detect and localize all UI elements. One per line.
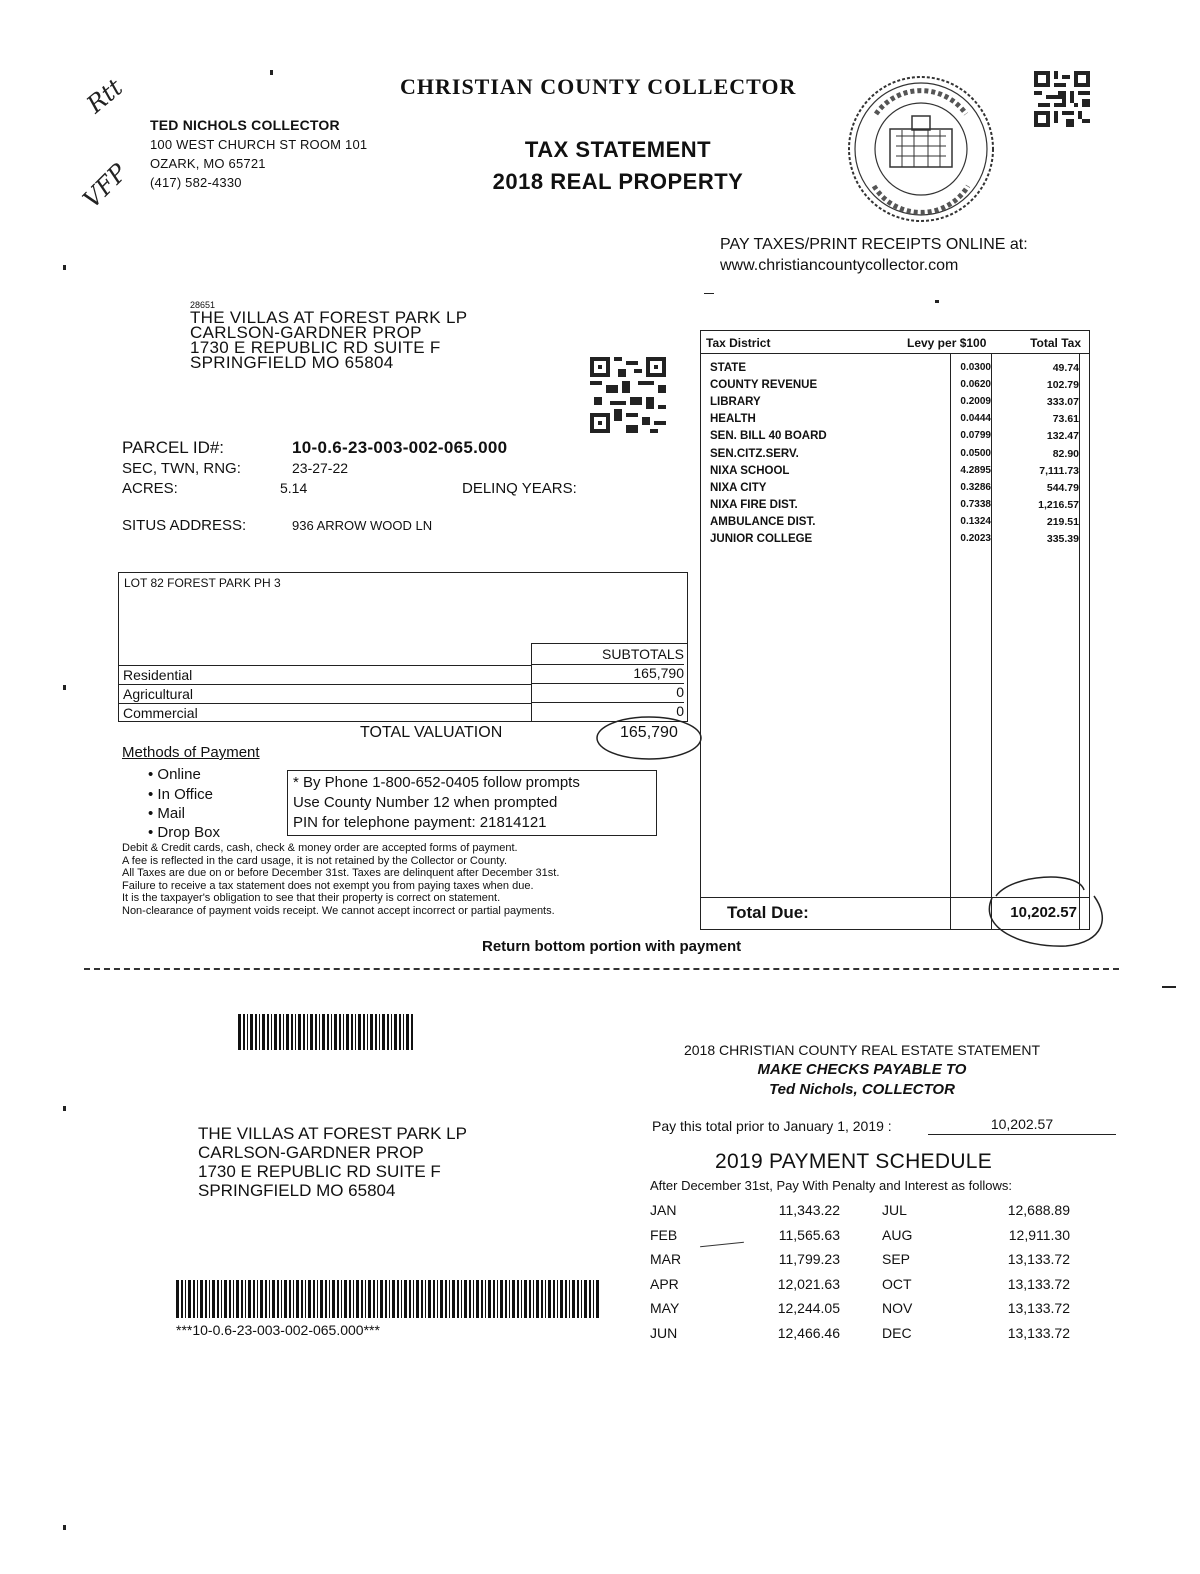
scan-speck — [63, 685, 66, 690]
collector-phone: (417) 582-4330 — [150, 175, 242, 190]
tax-district-name: LIBRARY — [710, 396, 761, 409]
county-seal-icon — [846, 74, 996, 224]
parcel-id-label: PARCEL ID#: — [122, 438, 225, 457]
tax-row — [701, 447, 1089, 464]
page-title: CHRISTIAN COUNTY COLLECTOR — [400, 74, 797, 99]
remittance-address — [198, 1124, 467, 1200]
tax-row — [701, 464, 1089, 481]
acres-label: ACRES: — [122, 480, 178, 497]
tax-district-name: NIXA SCHOOL — [710, 464, 790, 477]
fineprint-line: All Taxes are due on or before December 31st. Taxes are delinquent after December 31st. — [122, 867, 560, 880]
valuation-box — [118, 572, 688, 722]
schedule-amount: 13,133.72 — [1007, 1324, 1070, 1341]
online-payment-info — [720, 234, 1028, 276]
tax-amount: 73.61 — [1052, 413, 1079, 426]
remittance-payee-line: Ted Nichols, COLLECTOR — [769, 1081, 955, 1098]
schedule-amount: 13,133.72 — [1007, 1275, 1070, 1292]
agricultural-row — [119, 684, 531, 703]
schedule-month: NOV — [882, 1300, 913, 1316]
pin-line: PIN for telephone payment: 21814121 — [293, 814, 547, 831]
tax-levy: 0.0444 — [960, 413, 991, 425]
statement-title-line: TAX STATEMENT — [524, 137, 712, 162]
statement-subtitle: 2018 REAL PROPERTY — [492, 169, 744, 194]
tear-off-line — [84, 968, 1119, 970]
schedule-month: MAR — [650, 1251, 682, 1267]
tax-levy: 0.1324 — [960, 515, 991, 527]
tax-row — [701, 515, 1089, 532]
method-in-office: • In Office — [148, 786, 214, 803]
sec-twn-rng-label: SEC, TWN, RNG: — [122, 460, 241, 477]
handwritten-circle — [594, 712, 706, 768]
subtotals-header: SUBTOTALS — [602, 646, 684, 662]
tax-district-name: SEN.CITZ.SERV. — [710, 447, 799, 460]
county-number-line: Use County Number 12 when prompted — [293, 794, 558, 811]
schedule-amount: 11,799.23 — [778, 1251, 840, 1267]
remit-care-of: CARLSON-GARDNER PROP — [198, 1143, 424, 1162]
account-number: 28651 — [190, 300, 216, 310]
schedule-month: DEC — [882, 1324, 912, 1341]
fineprint-line: Non-clearance of payment voids receipt. We cannot accept incorrect or partial payments. — [122, 904, 555, 917]
tax-levy: 0.2023 — [960, 533, 991, 544]
owner-care-of: CARLSON-GARDNER PROP — [190, 323, 422, 342]
schedule-amount: 12,911.30 — [1008, 1226, 1070, 1243]
scan-speck — [63, 265, 66, 270]
tax-levy: 0.7338 — [960, 498, 991, 510]
barcode-parcel-text: ***10-0.6-23-003-002-065.000*** — [176, 1322, 380, 1338]
tax-district-table — [700, 330, 1090, 930]
remittance-header — [620, 1040, 1104, 1100]
tax-amount: 102.79 — [1046, 379, 1079, 392]
remittance-payable-line: MAKE CHECKS PAYABLE TO — [757, 1061, 967, 1078]
tax-row — [701, 429, 1089, 446]
barcode-icon — [176, 1280, 600, 1318]
tax-amount: 132.47 — [1046, 430, 1079, 443]
collector-address — [150, 116, 367, 192]
owner-street: 1730 E REPUBLIC RD SUITE F — [190, 338, 441, 357]
tax-amount: 7,111.73 — [1039, 464, 1079, 477]
scan-speck — [270, 70, 273, 75]
scan-speck — [63, 1525, 66, 1530]
tax-district-name: AMBULANCE DIST. — [710, 515, 816, 528]
method-online: • Online — [148, 766, 201, 783]
total-due-label: Total Due: — [727, 903, 809, 922]
situs-address-label: SITUS ADDRESS: — [122, 517, 247, 534]
schedule-month: OCT — [882, 1275, 912, 1292]
tax-levy: 4.2895 — [960, 464, 991, 476]
tax-row — [701, 378, 1089, 395]
remit-street: 1730 E REPUBLIC RD SUITE F — [198, 1162, 441, 1181]
fineprint-line: Debit & Credit cards, cash, check & money order are accepted forms of payment. — [122, 842, 518, 854]
schedule-month: SEP — [882, 1251, 911, 1267]
tax-levy: 0.2009 — [960, 396, 991, 408]
tax-row — [701, 481, 1089, 498]
payment-methods-title: Methods of Payment — [122, 744, 260, 761]
tax-amount: 219.51 — [1046, 515, 1079, 528]
remittance-statement-line: 2018 CHRISTIAN COUNTY REAL ESTATE STATEMENT — [683, 1042, 1041, 1058]
legal-description: LOT 82 FOREST PARK PH 3 — [124, 576, 281, 590]
statement-title — [488, 134, 748, 198]
handwritten-initials: Rtt — [81, 73, 128, 119]
schedule-amount: 12,466.46 — [777, 1324, 840, 1341]
method-online-label: Online — [157, 766, 201, 783]
situs-address-value: 936 ARROW WOOD LN — [292, 518, 433, 533]
tax-district-name: JUNIOR COLLEGE — [710, 533, 813, 545]
handwritten-circle — [982, 868, 1112, 954]
commercial-subtotal: 0 — [532, 702, 684, 721]
tax-levy: 0.0799 — [960, 430, 991, 442]
residential-row — [119, 665, 531, 684]
scan-speck — [63, 1106, 66, 1111]
method-mail-label: Mail — [157, 805, 185, 822]
qr-code-icon — [590, 356, 666, 434]
tax-amount: 82.90 — [1052, 447, 1079, 460]
payment-fineprint — [122, 842, 692, 918]
schedule-month: FEB — [650, 1226, 678, 1243]
phone-payment-box — [287, 770, 657, 836]
parcel-id-value: 10-0.6-23-003-002-065.000 — [292, 438, 508, 457]
schedule-amount: 12,021.63 — [777, 1275, 840, 1292]
method-in-office-label: In Office — [157, 786, 214, 803]
schedule-amount: 11,343.22 — [778, 1202, 840, 1218]
tax-district-name: NIXA CITY — [710, 481, 767, 494]
tax-levy: 0.0620 — [960, 379, 991, 391]
tax-amount: 333.07 — [1046, 396, 1079, 409]
method-drop-box: • Drop Box — [148, 824, 220, 841]
tax-district-name: NIXA FIRE DIST. — [710, 498, 798, 511]
commercial-label: Commercial — [123, 705, 198, 721]
method-drop-box-label: Drop Box — [157, 824, 220, 841]
method-mail: • Mail — [148, 805, 185, 822]
scan-speck — [1162, 986, 1176, 988]
tax-levy: 0.0500 — [960, 447, 991, 459]
residential-label: Residential — [123, 667, 193, 683]
agricultural-label: Agricultural — [123, 686, 194, 702]
schedule-note: After December 31st, Pay With Penalty and Interest as follows: — [650, 1178, 1012, 1193]
handwritten-note: VFP — [77, 158, 133, 214]
schedule-month: JUL — [882, 1202, 907, 1218]
schedule-month: MAY — [650, 1300, 680, 1316]
fineprint-line: It is the taxpayer's obligation to see that their property is correct on statement. — [122, 892, 501, 905]
phone-line: * By Phone 1-800-652-0405 follow prompts — [293, 774, 580, 791]
acres-value: 5.14 — [280, 480, 308, 496]
remit-owner-name: THE VILLAS AT FOREST PARK LP — [198, 1124, 467, 1143]
schedule-month: AUG — [882, 1226, 913, 1243]
owner-name: THE VILLAS AT FOREST PARK LP — [190, 308, 468, 327]
total-valuation-label: TOTAL VALUATION — [360, 724, 503, 741]
collector-city: OZARK, MO 65721 — [150, 156, 266, 171]
collector-street: 100 WEST CHURCH ST ROOM 101 — [150, 137, 368, 152]
agricultural-subtotal: 0 — [532, 683, 684, 702]
tax-row — [701, 532, 1089, 549]
pay-total-value: 10,202.57 — [928, 1116, 1116, 1135]
tax-row — [701, 412, 1089, 429]
schedule-amount: 12,688.89 — [1007, 1202, 1070, 1218]
fineprint-line: A fee is reflected in the card usage, it is not retained by the Collector or County. — [122, 854, 508, 867]
header-levy: Levy per $100 — [907, 336, 987, 350]
schedule-amount: 13,133.72 — [1007, 1300, 1070, 1316]
owner-address — [190, 300, 467, 370]
tax-row — [701, 498, 1089, 515]
tax-row — [701, 361, 1089, 378]
tax-amount: 1,216.57 — [1038, 498, 1079, 511]
fineprint-line: Failure to receive a tax statement does not exempt you from paying taxes when due. — [122, 879, 534, 892]
header-tax-district: Tax District — [706, 336, 771, 350]
sec-twn-rng-value: 23-27-22 — [292, 460, 349, 476]
total-valuation-value: 165,790 — [620, 724, 678, 741]
tax-amount: 335.39 — [1046, 533, 1079, 545]
schedule-month: JUN — [650, 1324, 678, 1341]
scan-speck — [704, 293, 714, 294]
tax-levy: 0.0300 — [960, 362, 991, 373]
scan-speck — [700, 1242, 744, 1248]
header-total-tax: Total Tax — [1030, 336, 1081, 350]
tax-table-header — [701, 331, 1089, 354]
remit-city: SPRINGFIELD MO 65804 — [198, 1181, 396, 1200]
website-link[interactable]: www.christiancountycollector.com — [720, 257, 959, 274]
tax-district-name: SEN. BILL 40 BOARD — [710, 430, 827, 443]
tax-amount: 49.74 — [1052, 362, 1079, 374]
schedule-amount: 11,565.63 — [778, 1226, 840, 1243]
tax-levy: 0.3286 — [960, 481, 991, 493]
tax-row — [701, 395, 1089, 412]
tax-district-name: COUNTY REVENUE — [710, 379, 818, 392]
schedule-month: APR — [650, 1275, 679, 1292]
owner-city: SPRINGFIELD MO 65804 — [190, 353, 394, 372]
commercial-row — [119, 703, 531, 722]
online-payment-label: PAY TAXES/PRINT RECEIPTS ONLINE at: — [720, 236, 1028, 253]
schedule-amount: 12,244.05 — [777, 1300, 840, 1316]
schedule-amount: 13,133.72 — [1007, 1251, 1070, 1267]
tax-district-name: HEALTH — [710, 413, 756, 426]
pay-total-label: Pay this total prior to January 1, 2019 : — [652, 1118, 892, 1134]
tax-amount: 544.79 — [1046, 481, 1079, 494]
schedule-month: JAN — [650, 1202, 677, 1218]
qr-code-icon — [1034, 70, 1090, 128]
schedule-title: 2019 PAYMENT SCHEDULE — [715, 1150, 993, 1173]
return-note: Return bottom portion with payment — [482, 938, 742, 955]
barcode-icon — [238, 1014, 416, 1050]
scan-speck — [935, 300, 939, 303]
total-due-value: 10,202.57 — [1010, 904, 1077, 921]
collector-name: TED NICHOLS COLLECTOR — [150, 117, 340, 133]
residential-subtotal: 165,790 — [532, 664, 684, 683]
delinq-years-label: DELINQ YEARS: — [462, 480, 577, 497]
subtotals-column — [531, 643, 688, 722]
tax-district-name: STATE — [710, 362, 746, 374]
